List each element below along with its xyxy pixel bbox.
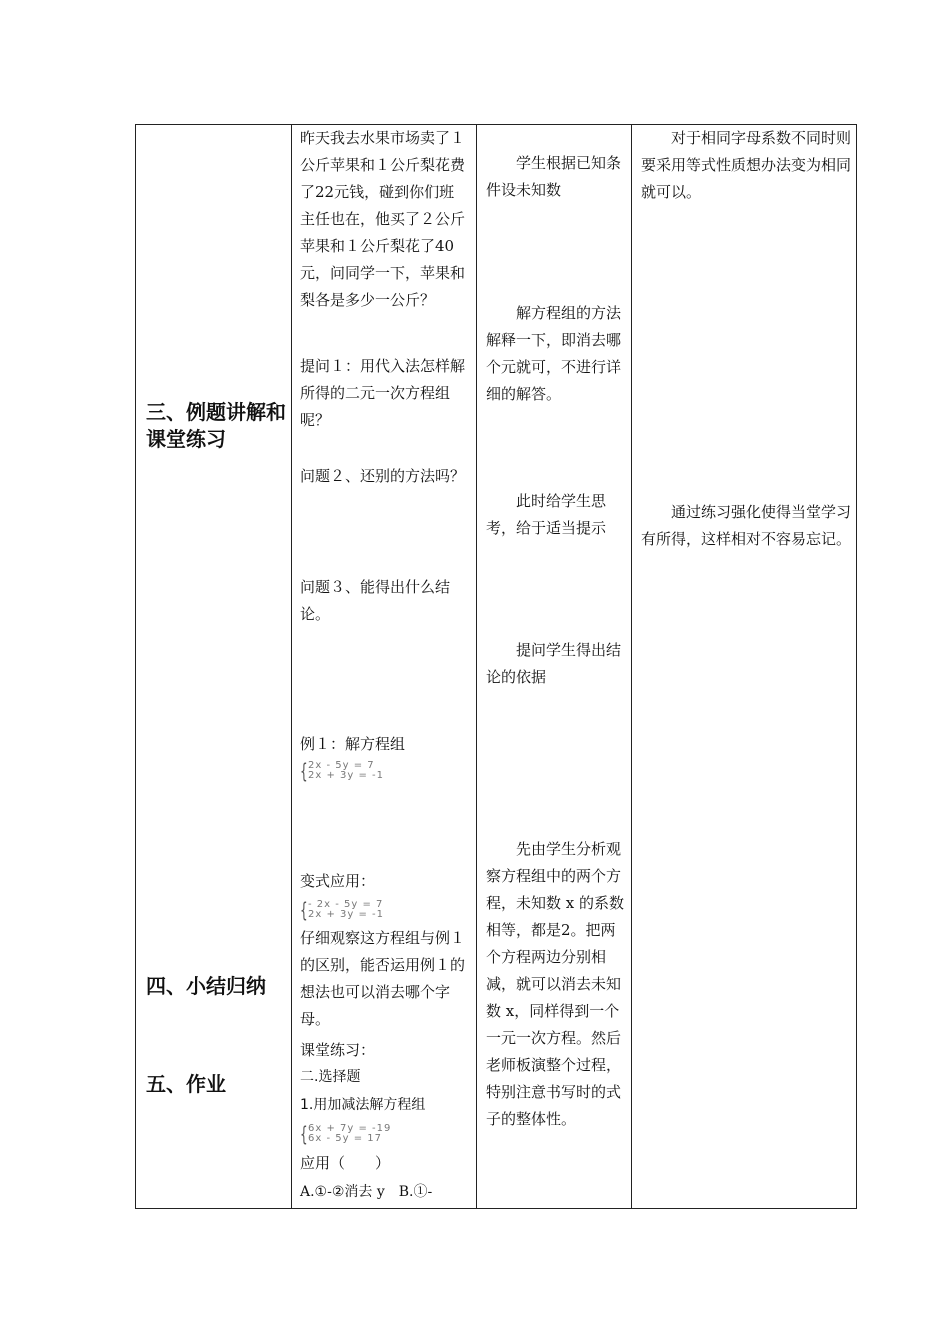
practice-options: A.①-②消去 y B.①- <box>300 1184 433 1200</box>
question-1: 提问１：用代入法怎样解所得的二元一次方程组呢？ <box>300 357 466 429</box>
equation-line: - 2x - 5y = 7 <box>308 899 384 910</box>
student-activity-column <box>477 125 631 1208</box>
question-2: 问题２、还别的方法吗？ <box>300 467 466 485</box>
brace-icon: { <box>300 759 309 783</box>
lesson-plan-table <box>135 124 857 1209</box>
variant-equations <box>300 900 460 924</box>
section-heading-4: 四、小结归纳 <box>146 974 266 998</box>
design-intent-1: 对于相同字母系数不同时则要采用等式性质想办法变为相同就可以。 <box>641 129 852 201</box>
section-column <box>136 125 291 1208</box>
student-activity-2: 解方程组的方法解释一下，即消去哪个元就可，不进行详细的解答。 <box>486 304 622 403</box>
brace-icon: { <box>300 898 309 922</box>
equation-line: 6x + 7y = -19 <box>308 1123 392 1134</box>
practice-equations <box>300 1124 460 1148</box>
equation-line: 2x - 5y = 7 <box>308 760 375 771</box>
brace-icon: { <box>300 1122 309 1146</box>
equation-line: 2x + 3y = -1 <box>308 909 385 920</box>
student-activity-1: 学生根据已知条件设未知数 <box>486 154 622 199</box>
intro-problem: 昨天我去水果市场卖了１公斤苹果和１公斤梨花费了22元钱，碰到你们班主任也在，他买了２公斤苹果和１公斤梨花了40元，问同学一下，苹果和梨各是多少一公斤？ <box>300 129 466 309</box>
student-activity-4: 提问学生得出结论的依据 <box>486 641 622 686</box>
example-1-title: 例１：解方程组 <box>300 735 406 753</box>
variant-title: 变式应用： <box>300 872 376 890</box>
equation-line: 2x + 3y = -1 <box>308 770 385 781</box>
variant-text: 仔细观察这方程组与例１的区别，能否运用例１的想法也可以消去哪个字母。 <box>300 929 466 1028</box>
question-3: 问题３、能得出什么结论。 <box>300 578 451 623</box>
student-activity-5: 先由学生分析观察方程组中的两个方程，未知数 x 的系数相等，都是2。把两个方程两边分别相减，就可以消去未知数 x，同样得到一个一元一次方程。然后老师板演整个过程，特别注意书写时的式子的整体性。 <box>486 840 624 1128</box>
equation-line: 6x - 5y = 17 <box>308 1133 382 1144</box>
practice-question: 1.用加减法解方程组 <box>300 1097 426 1113</box>
content-column <box>292 125 476 1208</box>
design-intent-2: 通过练习强化使得当堂学习有所得，这样相对不容易忘记。 <box>641 503 852 548</box>
practice-subtitle: 二.选择题 <box>300 1069 361 1085</box>
section-heading-5: 五、作业 <box>146 1072 226 1096</box>
student-activity-3: 此时给学生思考，给于适当提示 <box>486 492 607 537</box>
practice-title: 课堂练习： <box>300 1041 376 1059</box>
section-heading-3: 三、例题讲解和课堂练习 <box>146 400 286 451</box>
example-1-equations <box>300 761 460 785</box>
design-intent-column <box>632 125 858 1208</box>
practice-apply: 应用（ ） <box>300 1154 391 1172</box>
